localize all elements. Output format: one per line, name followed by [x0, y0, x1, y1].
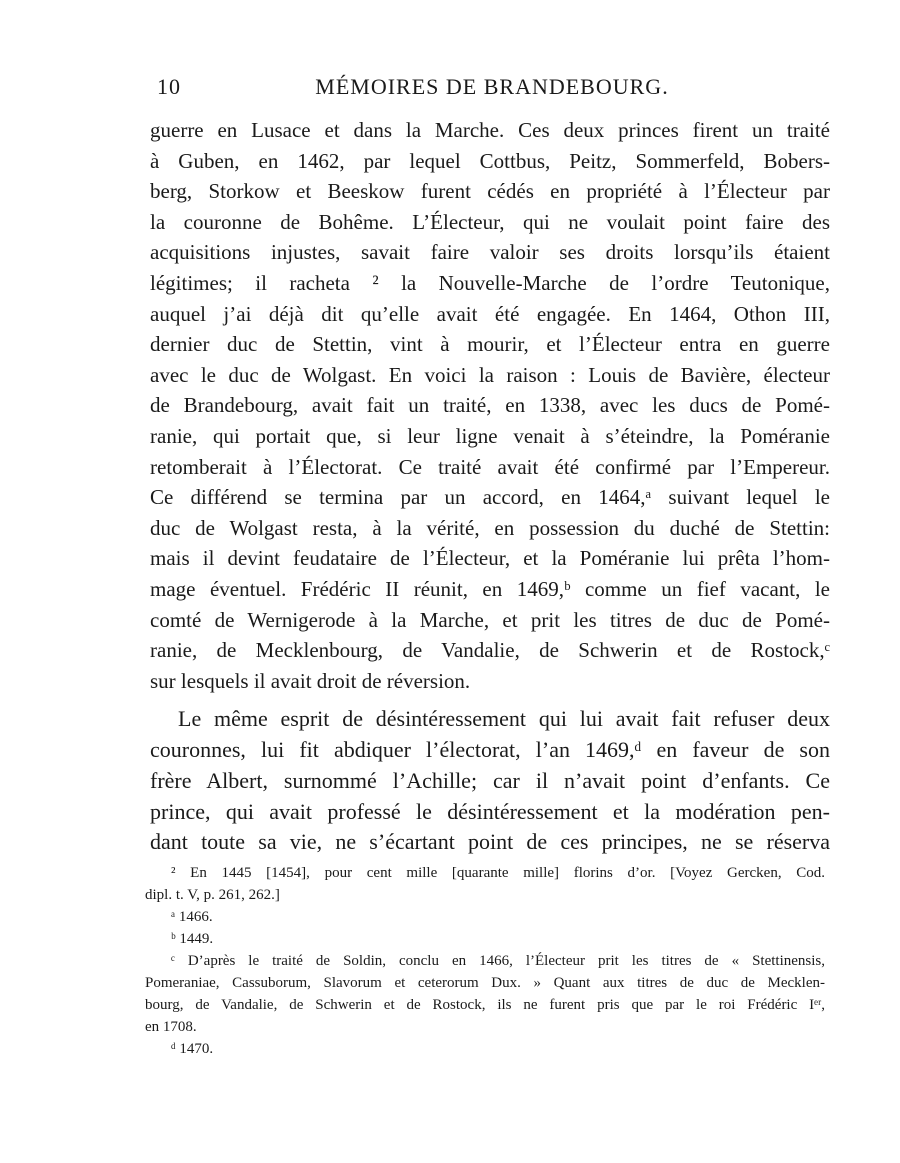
footnote-line: dipl. t. V, p. 261, 262.] [145, 887, 280, 903]
running-head: MÉMOIRES DE BRANDEBOURG. [315, 74, 669, 99]
text-line: mais il devint feudataire de l’Électeur, et la Poméranie lui prêta l’hom- [150, 546, 830, 571]
footnotes [145, 862, 825, 1060]
text-line: Ce différend se termina par un accord, en 1464,ᵃ suivant lequel le [150, 485, 830, 510]
text-line: prince, qui avait professé le désintéressement et la modération pen- [150, 798, 830, 824]
footnote-line: ᵈ 1470. [171, 1041, 214, 1057]
page-number: 10 [157, 74, 181, 99]
text-line: de Brandebourg, avait fait un traité, en 1338, avec les ducs de Pomé- [150, 393, 830, 418]
text-line: avec le duc de Wolgast. En voici la raison : Louis de Bavière, électeur [150, 362, 830, 387]
text-line: acquisitions injustes, savait faire valoir ses droits lorsqu’ils étaient [150, 240, 830, 265]
text-line: couronnes, lui fit abdiquer l’électorat, l’an 1469,ᵈ en faveur de son [150, 737, 830, 763]
text-line: auquel j’ai déjà dit qu’elle avait été engagée. En 1464, Othon III, [150, 301, 830, 326]
text-line: dant toute sa vie, ne s’écartant point de ces principes, ne se réserva [150, 829, 830, 855]
text-line: duc de Wolgast resta, à la vérité, en possession du duché de Stettin: [150, 515, 830, 540]
text-line: ranie, de Mecklenbourg, de Vandalie, de Schwerin et de Rostock,ᶜ [150, 638, 830, 663]
text-line: légitimes; il racheta ² la Nouvelle-Marche de l’ordre Teutonique, [150, 270, 830, 295]
text-line: comté de Wernigerode à la Marche, et prit les titres de duc de Pomé- [150, 607, 830, 632]
page-header [157, 70, 827, 106]
paragraph [150, 704, 830, 858]
footnote-line: Pomeraniae, Cassuborum, Slavorum et ceterorum Dux. » Quant aux titres de duc de Mecklen- [145, 975, 825, 991]
text-line: Le même esprit de désintéressement qui lui avait fait refuser deux [178, 706, 830, 732]
text-line: dernier duc de Stettin, vint à mourir, et l’Électeur entra en guerre [150, 332, 830, 357]
footnote-line: bourg, de Vandalie, de Schwerin et de Rostock, ils ne furent pris que par le roi Frédéric Iᵉʳ, [145, 997, 825, 1013]
text-line: berg, Storkow et Beeskow furent cédés en propriété à l’Électeur par [150, 179, 830, 204]
body-text [150, 115, 830, 858]
text-line: sur lesquels il avait droit de réversion. [150, 668, 471, 693]
footnote-line: ² En 1445 [1454], pour cent mille [quarante mille] florins d’or. [Voyez Gercken, Cod. [171, 865, 825, 881]
footnote-line: ᵇ 1449. [171, 931, 214, 947]
text-line: à Guben, en 1462, par lequel Cottbus, Peitz, Sommerfeld, Bobers- [150, 148, 830, 173]
paragraph [150, 115, 830, 696]
text-line: guerre en Lusace et dans la Marche. Ces deux princes firent un traité [150, 118, 830, 142]
footnote-line: ᵃ 1466. [171, 909, 213, 925]
text-line: mage éventuel. Frédéric II réunit, en 1469,ᵇ comme un fief vacant, le [150, 576, 830, 601]
text-line: la couronne de Bohême. L’Électeur, qui ne voulait point faire des [150, 209, 830, 234]
text-line: ranie, qui portait que, si leur ligne venait à s’éteindre, la Poméranie [150, 423, 830, 448]
footnote-line: ᶜ D’après le traité de Soldin, conclu en 1466, l’Électeur prit les titres de « Stettinensis, [171, 953, 825, 969]
footnote-line: en 1708. [145, 1019, 197, 1035]
text-line: frère Albert, surnommé l’Achille; car il n’avait point d’enfants. Ce [150, 767, 830, 793]
text-line: retomberait à l’Électorat. Ce traité avait été confirmé par l’Empereur. [150, 454, 830, 479]
